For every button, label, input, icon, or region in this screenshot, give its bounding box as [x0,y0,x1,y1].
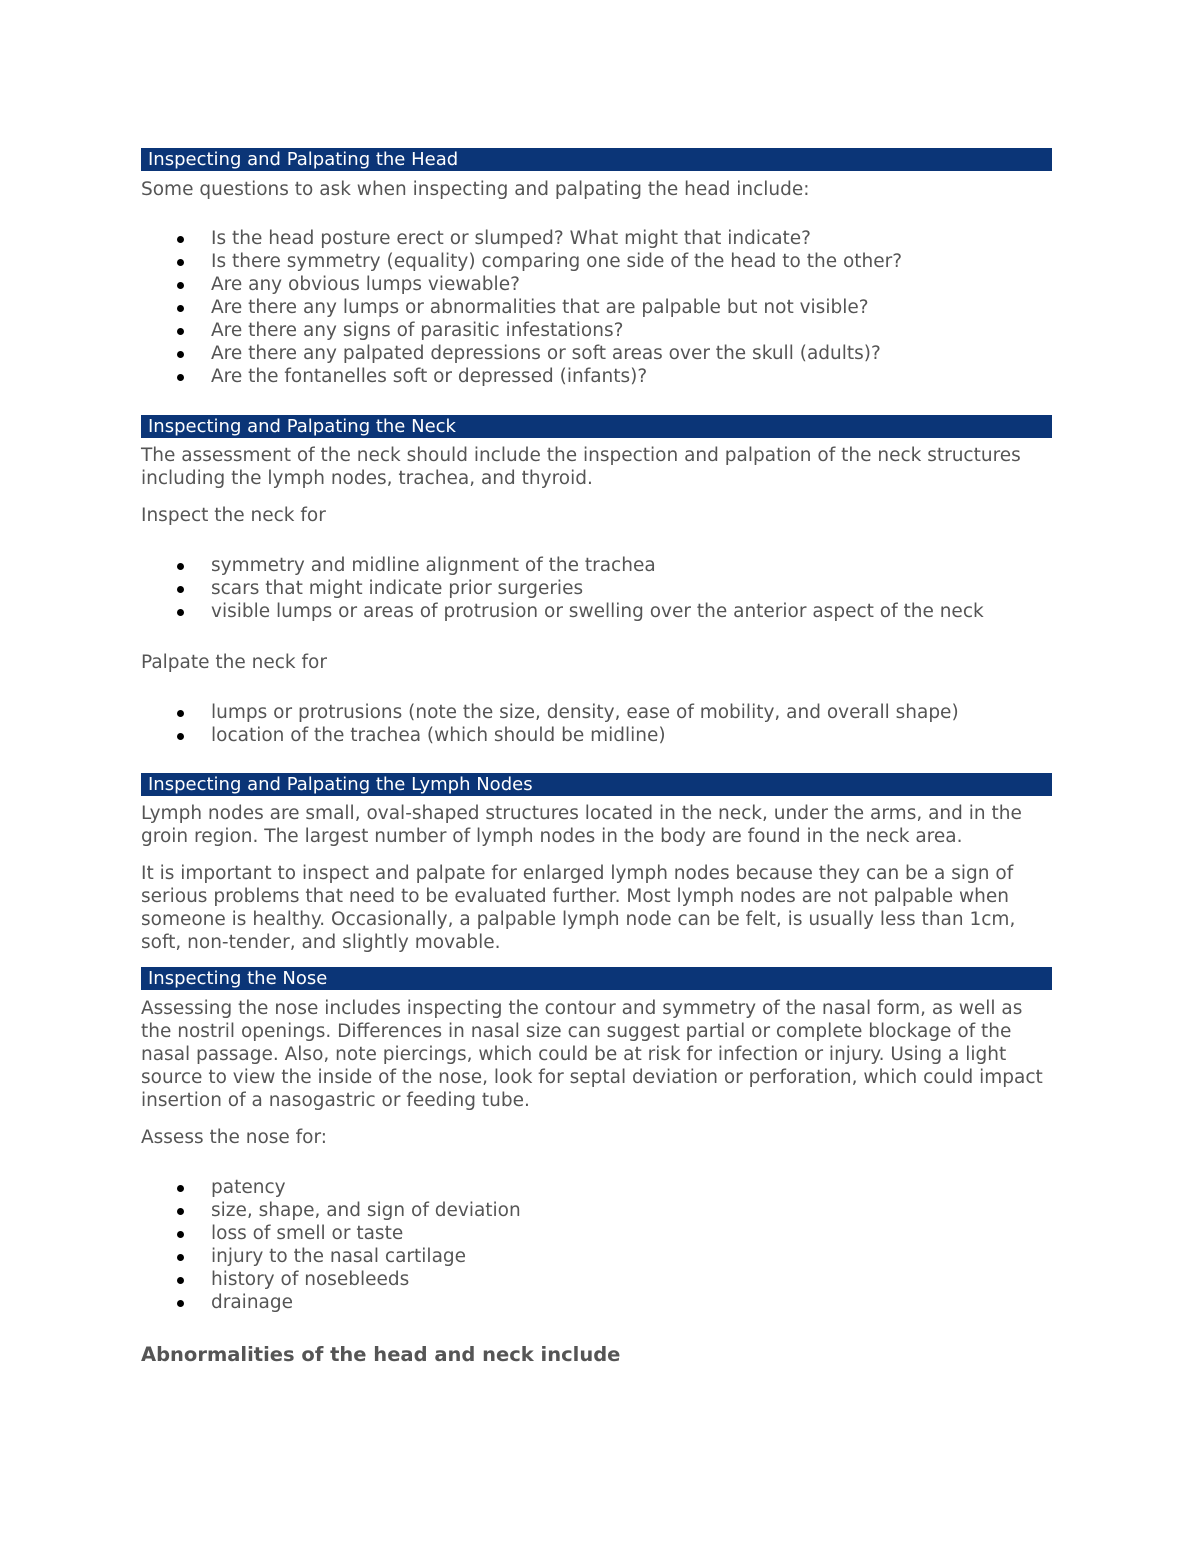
list-item: drainage [141,1291,1052,1314]
section-header-head: Inspecting and Palpating the Head [141,148,1052,171]
list-item: history of nosebleeds [141,1268,1052,1291]
bullet-icon [177,1231,184,1238]
list-item: Are there any lumps or abnormalities that are palpable but not visible? [141,296,1052,319]
list-item: location of the trachea (which should be midline) [141,724,1052,747]
bullet-icon [177,1185,184,1192]
bullet-icon [177,1254,184,1261]
nose-paragraph: Assessing the nose includes inspecting the contour and symmetry of the nasal form, as well as the nostril openings. Differences in nasal size can suggest partial or complete blockage of the nasal passage. Also, note piercings, which could be at risk for infection or injury. Using a light source to view the inside of the nose, look for septal deviation or perforation, which could impact insertion of a nasogastric or feeding tube. [141,998,1043,1111]
neck-inspect-label: Inspect the neck for [141,505,326,526]
bullet-icon [177,259,184,266]
bullet-icon [177,1277,184,1284]
bullet-icon [177,733,184,740]
bullet-icon [177,1300,184,1307]
nose-assess-list [141,1176,1052,1314]
list-item: size, shape, and sign of deviation [141,1199,1052,1222]
list-item: patency [141,1176,1052,1199]
bullet-icon [177,1208,184,1215]
lymph-paragraph-2: It is important to inspect and palpate for enlarged lymph nodes because they can be a sign of serious problems that need to be evaluated further. Most lymph nodes are not palpable when someone is healthy. Occasionally, a palpable lymph node can be felt, is usually less than 1cm, soft, non-tender, and slightly movable. [141,863,1016,953]
list-item: scars that might indicate prior surgeries [141,577,1052,600]
bullet-icon [177,351,184,358]
abnormalities-heading: Abnormalities of the head and neck include [141,1343,621,1366]
head-question-list [141,227,1052,388]
list-item: Is the head posture erect or slumped? What might that indicate? [141,227,1052,250]
head-intro: Some questions to ask when inspecting and palpating the head include: [141,179,810,200]
list-item: Are any obvious lumps viewable? [141,273,1052,296]
bullet-icon [177,305,184,312]
bullet-icon [177,328,184,335]
list-item: visible lumps or areas of protrusion or swelling over the anterior aspect of the neck [141,600,1052,623]
neck-palpate-label: Palpate the neck for [141,652,327,673]
section-header-nose: Inspecting the Nose [141,967,1052,990]
bullet-icon [177,710,184,717]
list-item: Are the fontanelles soft or depressed (infants)? [141,365,1052,388]
lymph-paragraph-1: Lymph nodes are small, oval-shaped structures located in the neck, under the arms, and in the groin region. The largest number of lymph nodes in the body are found in the neck area. [141,803,1022,847]
bullet-icon [177,563,184,570]
section-header-lymph-nodes: Inspecting and Palpating the Lymph Nodes [141,773,1052,796]
bullet-icon [177,282,184,289]
nose-assess-label: Assess the nose for: [141,1127,328,1148]
section-header-neck: Inspecting and Palpating the Neck [141,415,1052,438]
bullet-icon [177,374,184,381]
neck-palpate-list [141,701,1052,747]
list-item: Are there any palpated depressions or soft areas over the skull (adults)? [141,342,1052,365]
neck-inspect-list [141,554,1052,623]
bullet-icon [177,609,184,616]
list-item: Is there symmetry (equality) comparing one side of the head to the other? [141,250,1052,273]
neck-intro: The assessment of the neck should include the inspection and palpation of the neck structures including the lymph nodes, trachea, and thyroid. [141,445,1021,489]
bullet-icon [177,236,184,243]
bullet-icon [177,586,184,593]
list-item: lumps or protrusions (note the size, density, ease of mobility, and overall shape) [141,701,1052,724]
list-item: symmetry and midline alignment of the trachea [141,554,1052,577]
list-item: injury to the nasal cartilage [141,1245,1052,1268]
list-item: Are there any signs of parasitic infestations? [141,319,1052,342]
document-page [141,148,1052,1368]
list-item: loss of smell or taste [141,1222,1052,1245]
